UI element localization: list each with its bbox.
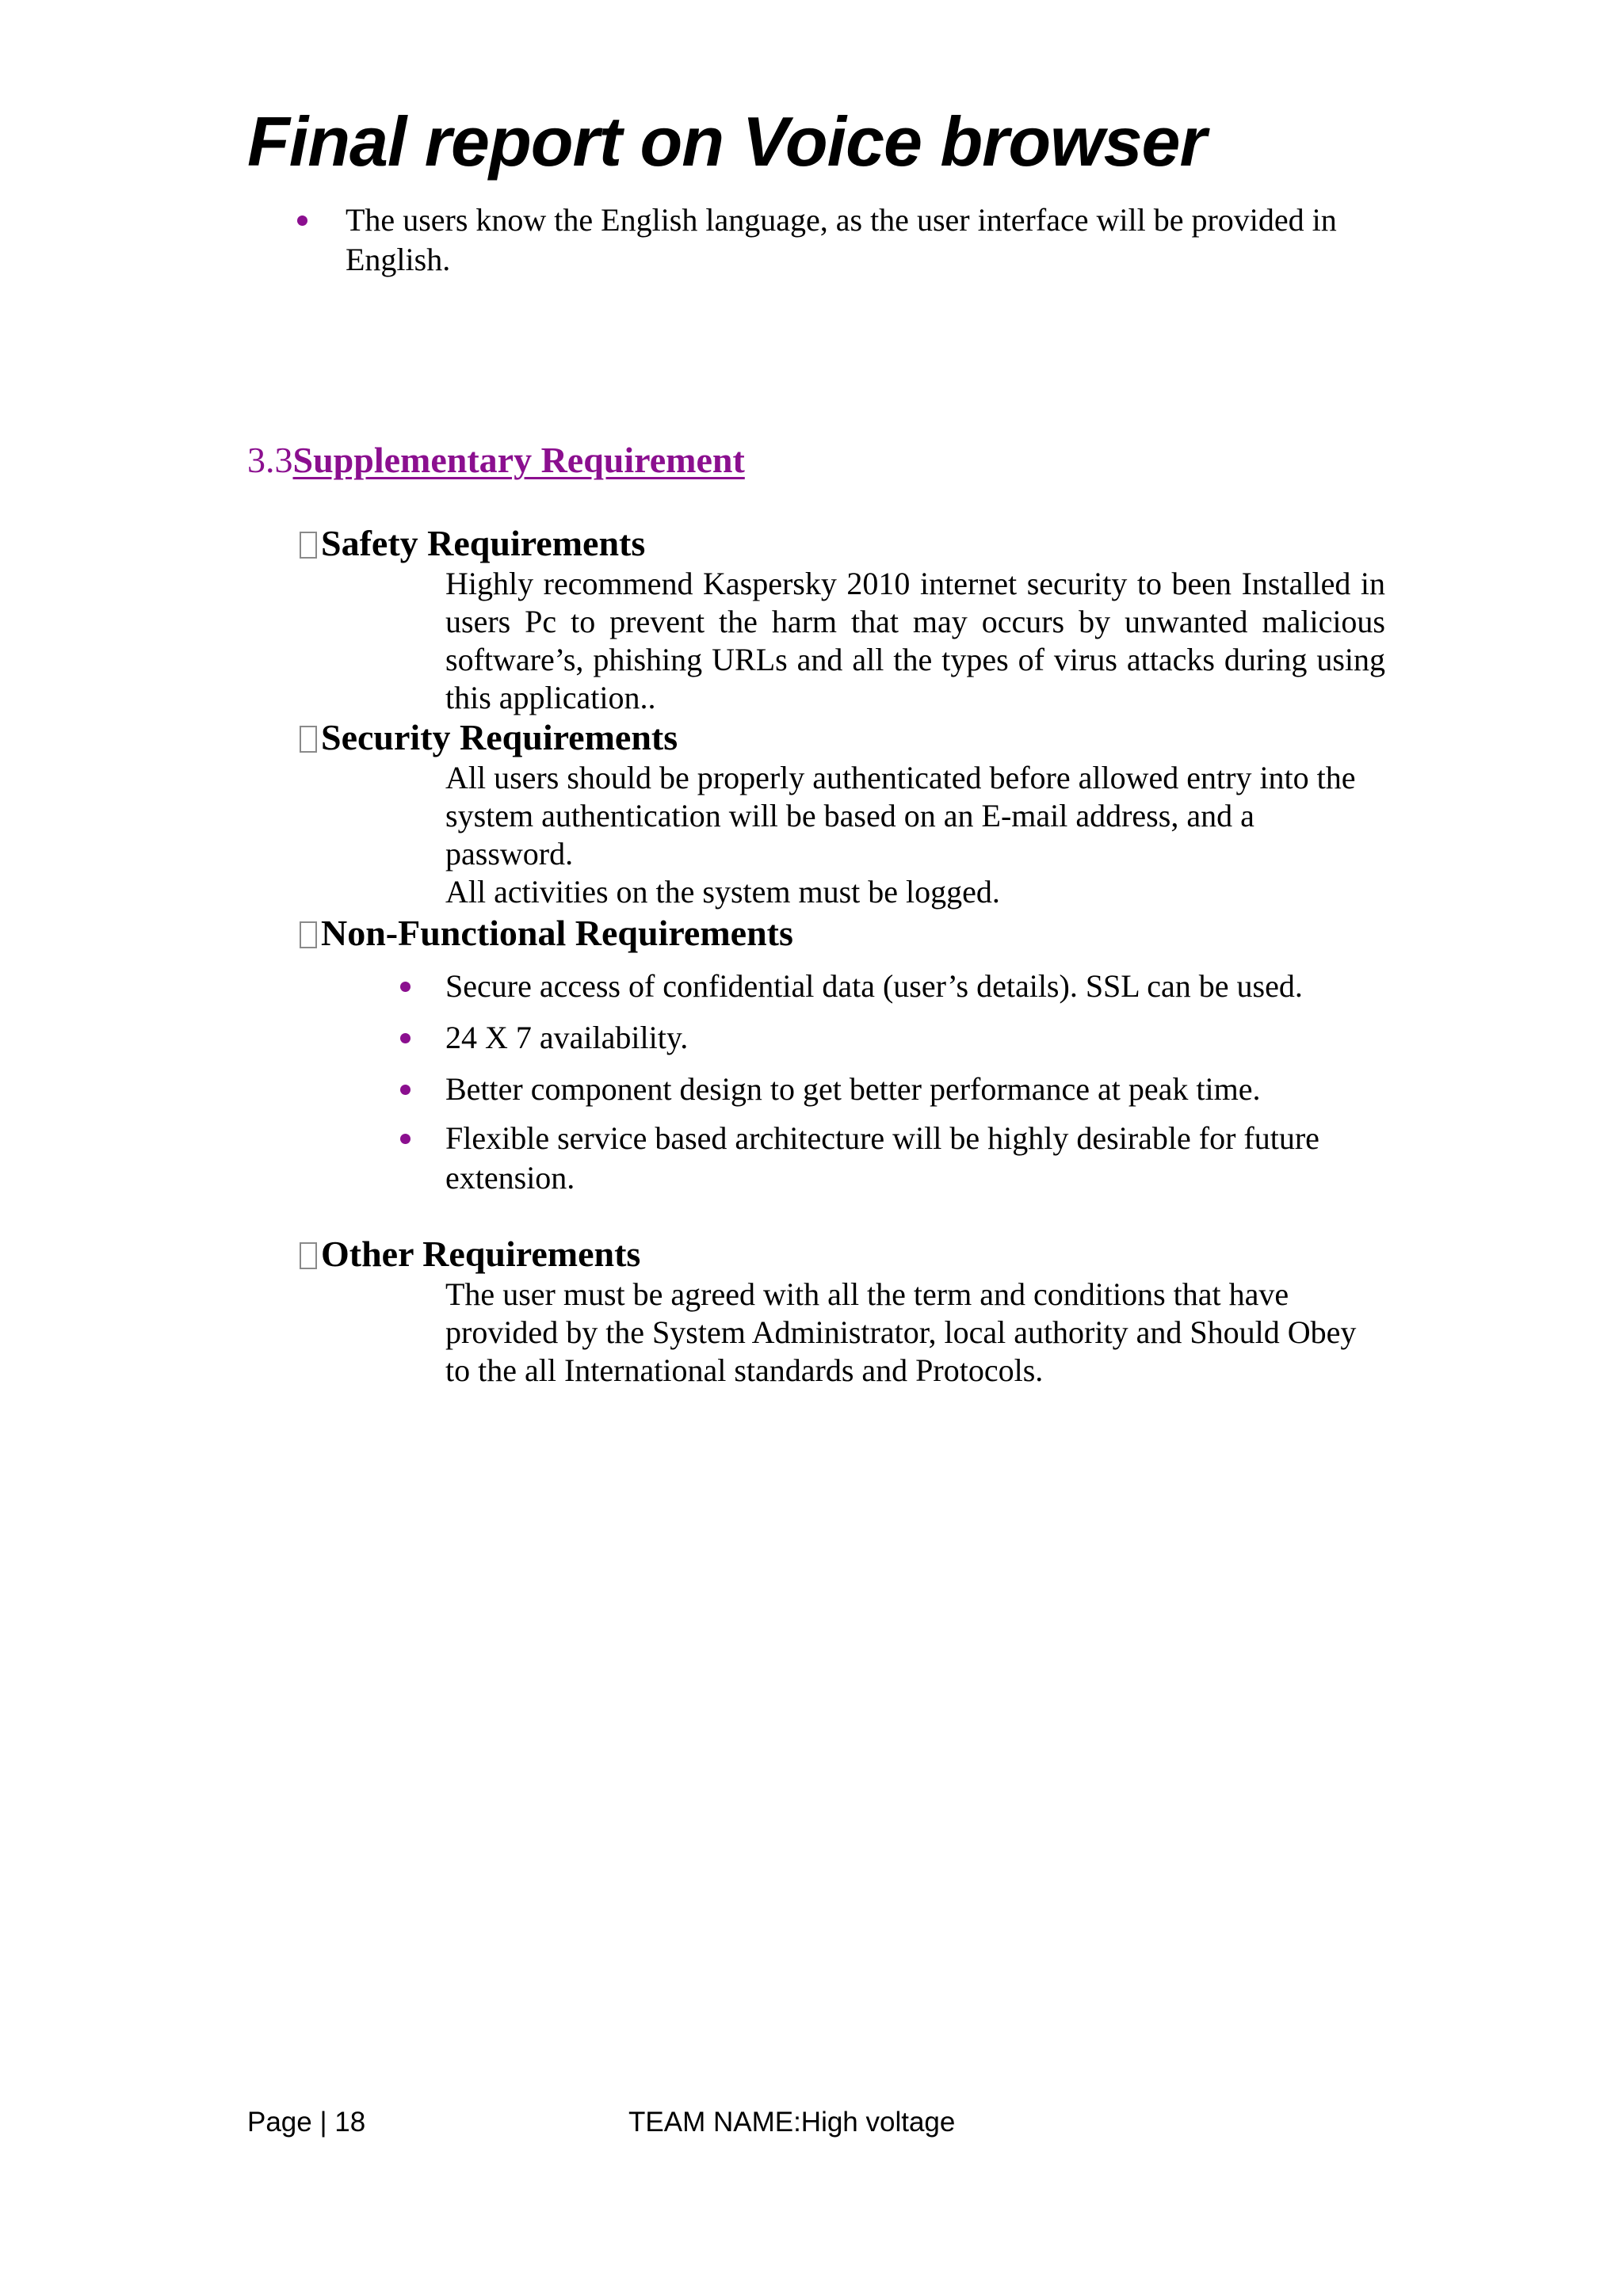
bullet-icon: [400, 982, 411, 992]
section-title: Supplementary Requirement: [292, 440, 745, 480]
bullet-text: 24 X 7 availability.: [445, 1020, 689, 1055]
bullet-icon: [297, 215, 307, 226]
security-heading-text: Security Requirements: [321, 717, 678, 757]
section-number: 3.3: [247, 440, 293, 480]
footer-team-name: TEAM NAME:High voltage: [628, 2107, 956, 2138]
safety-heading: [300, 521, 645, 566]
footer-page-number: Page | 18: [247, 2107, 366, 2138]
checkbox-glyph-icon: [300, 921, 317, 948]
intro-bullet-list: [346, 200, 1384, 280]
security-text: All users should be properly authenticated before allowed entry into the system authentication will be based on an E-mail address, and a password.: [445, 760, 1356, 871]
security-heading: [300, 715, 678, 760]
checkbox-glyph-icon: [300, 532, 317, 559]
list-item: [445, 1070, 1396, 1109]
checkbox-glyph-icon: [300, 726, 317, 753]
bullet-icon: [400, 1033, 411, 1043]
nonfunctional-heading-text: Non-Functional Requirements: [321, 913, 793, 953]
section-heading: [247, 438, 745, 482]
bullet-text: Secure access of confidential data (user’s details). SSL can be used.: [445, 968, 1303, 1004]
bullet-text: Flexible service based architecture will be highly desirable for future extension.: [445, 1120, 1319, 1196]
bullet-text: The users know the English language, as the user interface will be provided in English.: [346, 202, 1337, 277]
list-item: [445, 967, 1396, 1006]
other-heading-text: Other Requirements: [321, 1234, 641, 1274]
checkbox-glyph-icon: [300, 1242, 317, 1269]
security-text-logging: All activities on the system must be logged.: [445, 874, 1000, 910]
safety-heading-text: Safety Requirements: [321, 523, 646, 563]
list-item: [445, 1018, 1396, 1058]
list-item: [445, 1119, 1396, 1198]
bullet-icon: [400, 1134, 411, 1144]
bullet-text: Better component design to get better performance at peak time.: [445, 1071, 1261, 1107]
other-text: The user must be agreed with all the term and conditions that have provided by the System Administrator, local authority and Should Obey to the all International standards and Protocols.: [445, 1276, 1357, 1388]
safety-text: Highly recommend Kaspersky 2010 internet security to been Installed in users Pc to prevent the harm that may occurs by unwanted malicious software’s, phishing URLs and all the types of virus attacks during using this application..: [445, 566, 1385, 715]
list-item: [346, 200, 1384, 280]
bullet-icon: [400, 1085, 411, 1095]
nonfunctional-list: [445, 967, 1396, 1198]
page-title: Final report on Voice browser: [247, 102, 1206, 181]
other-heading: [300, 1232, 640, 1276]
nonfunctional-heading: [300, 911, 793, 955]
